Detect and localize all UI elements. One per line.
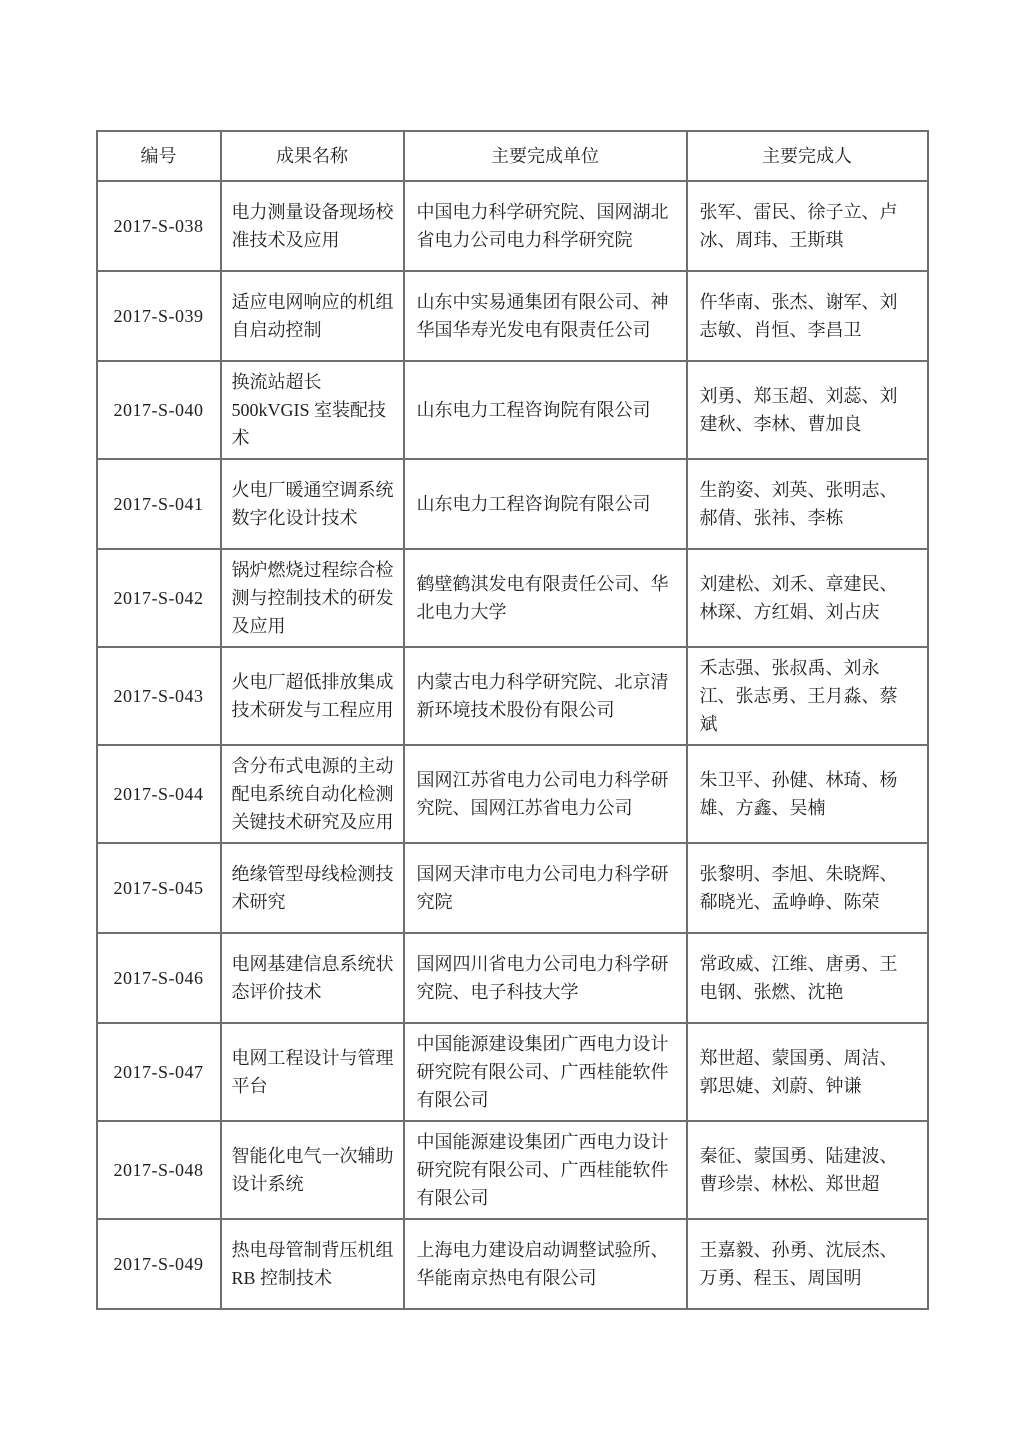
- cell-number: 2017-S-038: [97, 181, 221, 271]
- cell-contributors: 刘勇、郑玉超、刘蕊、刘建秋、李林、曹加良: [687, 361, 928, 459]
- cell-completing-unit: 国网四川省电力公司电力科学研究院、电子科技大学: [404, 933, 687, 1023]
- table-header: [97, 131, 928, 181]
- cell-achievement-name: 电力测量设备现场校准技术及应用: [221, 181, 404, 271]
- table-row: [97, 843, 928, 933]
- cell-achievement-name: 电网工程设计与管理平台: [221, 1023, 404, 1121]
- cell-number: 2017-S-043: [97, 647, 221, 745]
- cell-completing-unit: 中国电力科学研究院、国网湖北省电力公司电力科学研究院: [404, 181, 687, 271]
- table-row: [97, 181, 928, 271]
- achievements-table: [96, 130, 929, 1310]
- cell-number: 2017-S-045: [97, 843, 221, 933]
- cell-contributors: 刘建松、刘禾、章建民、林琛、方红娟、刘占庆: [687, 549, 928, 647]
- cell-completing-unit: 内蒙古电力科学研究院、北京清新环境技术股份有限公司: [404, 647, 687, 745]
- cell-achievement-name: 电网基建信息系统状态评价技术: [221, 933, 404, 1023]
- table-row: [97, 933, 928, 1023]
- cell-achievement-name: 智能化电气一次辅助设计系统: [221, 1121, 404, 1219]
- cell-achievement-name: 含分布式电源的主动配电系统自动化检测关键技术研究及应用: [221, 745, 404, 843]
- table-row: [97, 647, 928, 745]
- cell-achievement-name: 换流站超长500kVGIS 室装配技术: [221, 361, 404, 459]
- cell-contributors: 张黎明、李旭、朱晓辉、郗晓光、孟峥峥、陈荣: [687, 843, 928, 933]
- cell-completing-unit: 中国能源建设集团广西电力设计研究院有限公司、广西桂能软件有限公司: [404, 1121, 687, 1219]
- cell-completing-unit: 国网天津市电力公司电力科学研究院: [404, 843, 687, 933]
- table-row: [97, 745, 928, 843]
- col-header-people: 主要完成人: [687, 131, 928, 181]
- cell-completing-unit: 山东电力工程咨询院有限公司: [404, 361, 687, 459]
- cell-contributors: 张军、雷民、徐子立、卢冰、周玮、王斯琪: [687, 181, 928, 271]
- cell-achievement-name: 火电厂超低排放集成技术研发与工程应用: [221, 647, 404, 745]
- table-row: [97, 1121, 928, 1219]
- cell-achievement-name: 火电厂暖通空调系统数字化设计技术: [221, 459, 404, 549]
- cell-number: 2017-S-040: [97, 361, 221, 459]
- cell-contributors: 王嘉毅、孙勇、沈辰杰、万勇、程玉、周国明: [687, 1219, 928, 1309]
- cell-contributors: 仵华南、张杰、谢军、刘志敏、肖恒、李昌卫: [687, 271, 928, 361]
- cell-number: 2017-S-039: [97, 271, 221, 361]
- col-header-org: 主要完成单位: [404, 131, 687, 181]
- col-header-number: 编号: [97, 131, 221, 181]
- table-row: [97, 1023, 928, 1121]
- col-header-name: 成果名称: [221, 131, 404, 181]
- cell-completing-unit: 上海电力建设启动调整试验所、华能南京热电有限公司: [404, 1219, 687, 1309]
- cell-contributors: 常政威、江维、唐勇、王电钢、张燃、沈艳: [687, 933, 928, 1023]
- cell-number: 2017-S-046: [97, 933, 221, 1023]
- cell-completing-unit: 中国能源建设集团广西电力设计研究院有限公司、广西桂能软件有限公司: [404, 1023, 687, 1121]
- cell-contributors: 生韵姿、刘英、张明志、郝倩、张祎、李栋: [687, 459, 928, 549]
- cell-completing-unit: 山东中实易通集团有限公司、神华国华寿光发电有限责任公司: [404, 271, 687, 361]
- table-row: [97, 549, 928, 647]
- cell-number: 2017-S-044: [97, 745, 221, 843]
- cell-number: 2017-S-041: [97, 459, 221, 549]
- cell-achievement-name: 热电母管制背压机组RB 控制技术: [221, 1219, 404, 1309]
- cell-contributors: 郑世超、蒙国勇、周洁、郭思婕、刘蔚、钟谦: [687, 1023, 928, 1121]
- cell-number: 2017-S-048: [97, 1121, 221, 1219]
- cell-number: 2017-S-049: [97, 1219, 221, 1309]
- table-row: [97, 1219, 928, 1309]
- cell-contributors: 禾志强、张叔禹、刘永江、张志勇、王月淼、蔡斌: [687, 647, 928, 745]
- cell-contributors: 秦征、蒙国勇、陆建波、曹珍崇、林松、郑世超: [687, 1121, 928, 1219]
- cell-achievement-name: 绝缘管型母线检测技术研究: [221, 843, 404, 933]
- cell-completing-unit: 山东电力工程咨询院有限公司: [404, 459, 687, 549]
- table-row: [97, 361, 928, 459]
- table-row: [97, 271, 928, 361]
- cell-achievement-name: 锅炉燃烧过程综合检测与控制技术的研发及应用: [221, 549, 404, 647]
- cell-number: 2017-S-047: [97, 1023, 221, 1121]
- cell-completing-unit: 国网江苏省电力公司电力科学研究院、国网江苏省电力公司: [404, 745, 687, 843]
- table-row: [97, 459, 928, 549]
- header-row: [97, 131, 928, 181]
- cell-number: 2017-S-042: [97, 549, 221, 647]
- table-body: [97, 181, 928, 1309]
- cell-contributors: 朱卫平、孙健、林琦、杨雄、方鑫、吴楠: [687, 745, 928, 843]
- cell-achievement-name: 适应电网响应的机组自启动控制: [221, 271, 404, 361]
- cell-completing-unit: 鹤壁鹤淇发电有限责任公司、华北电力大学: [404, 549, 687, 647]
